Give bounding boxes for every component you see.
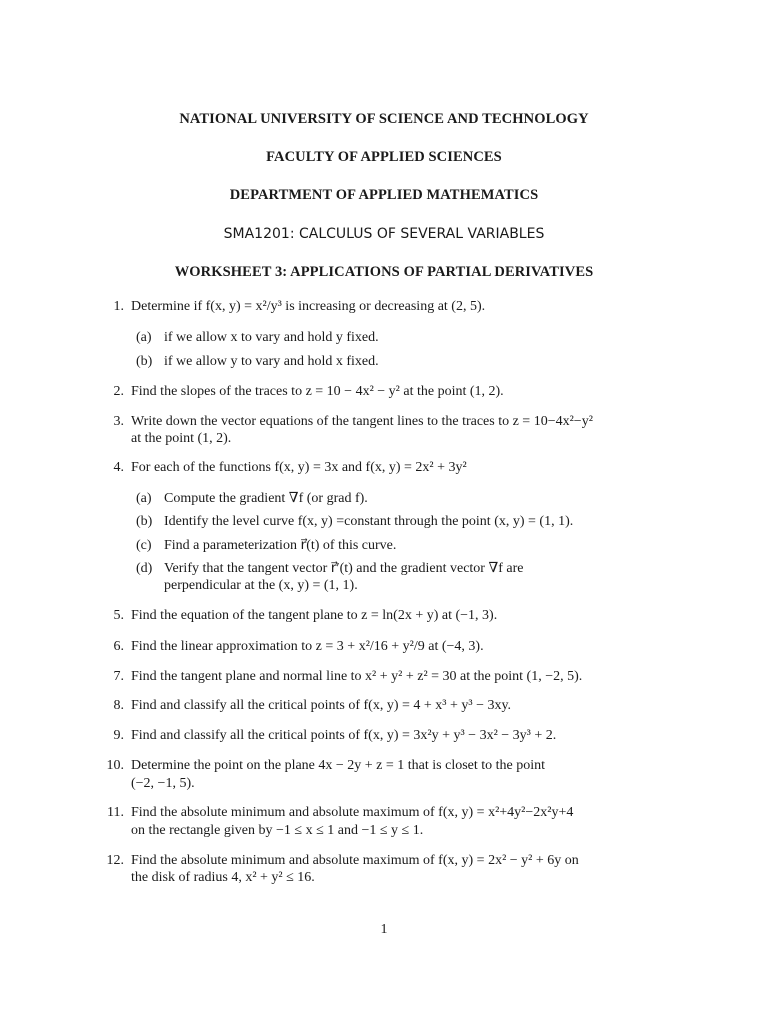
question-number: 7.: [113, 669, 124, 684]
question-number: 5.: [113, 608, 124, 623]
part-label: (b): [136, 514, 153, 529]
question-text-line-2: at the point (1, 2).: [131, 431, 232, 446]
part-text-line-2: perpendicular at the (x, y) = (1, 1).: [164, 578, 358, 593]
question-text-line-2: on the rectangle given by −1 ≤ x ≤ 1 and −1 ≤ y ≤ 1.: [131, 823, 424, 838]
question-text: Find the equation of the tangent plane to z = ln(2x + y) at (−1, 3).: [131, 608, 498, 623]
question-text: Determine if f(x, y) = x²/y³ is increasing or decreasing at (2, 5).: [131, 299, 486, 314]
part-label: (a): [136, 330, 152, 345]
question-text: Write down the vector equations of the tangent lines to the traces to z = 10−4x²−y²: [131, 414, 593, 429]
question-text: Determine the point on the plane 4x − 2y + z = 1 that is closet to the point: [131, 758, 546, 773]
question-text: For each of the functions f(x, y) = 3x and f(x, y) = 2x² + 3y²: [131, 460, 467, 475]
question-number: 1.: [113, 299, 124, 314]
question-text: Find the absolute minimum and absolute maximum of f(x, y) = 2x² − y² + 6y on: [131, 853, 579, 868]
question-text: Find the slopes of the traces to z = 10 − 4x² − y² at the point (1, 2).: [131, 384, 504, 399]
question-number: 11.: [107, 805, 124, 820]
question-number: 3.: [113, 414, 124, 429]
question-text: Find and classify all the critical points of f(x, y) = 3x²y + y³ − 3x² − 3y³ + 2.: [131, 728, 557, 743]
part-label: (b): [136, 354, 153, 369]
question-number: 6.: [113, 639, 124, 654]
page-number: 1: [380, 922, 388, 937]
department-title: DEPARTMENT OF APPLIED MATHEMATICS: [229, 187, 539, 203]
question-text: Find the tangent plane and normal line to x² + y² + z² = 30 at the point (1, −2, 5).: [131, 669, 583, 684]
part-text: Compute the gradient ∇f (or grad f).: [164, 491, 368, 506]
question-number: 8.: [113, 698, 124, 713]
part-text: Verify that the tangent vector r⃗′(t) and the gradient vector ∇f are: [164, 561, 524, 576]
question-number: 9.: [113, 728, 124, 743]
part-text: if we allow y to vary and hold x fixed.: [164, 354, 379, 369]
faculty-title: FACULTY OF APPLIED SCIENCES: [266, 149, 502, 165]
part-label: (a): [136, 491, 152, 506]
course-title: SMA1201: CALCULUS OF SEVERAL VARIABLES: [223, 226, 545, 242]
part-text: Identify the level curve f(x, y) =constant through the point (x, y) = (1, 1).: [164, 514, 574, 529]
question-number: 4.: [113, 460, 124, 475]
question-text: Find and classify all the critical points of f(x, y) = 4 + x³ + y³ − 3xy.: [131, 698, 512, 713]
question-text: Find the linear approximation to z = 3 + x²/16 + y²/9 at (−4, 3).: [131, 639, 484, 654]
university-title: NATIONAL UNIVERSITY OF SCIENCE AND TECHNOLOGY: [179, 111, 589, 127]
question-number: 2.: [113, 384, 124, 399]
part-label: (d): [136, 561, 153, 576]
question-text: Find the absolute minimum and absolute maximum of f(x, y) = x²+4y²−2x²y+4: [131, 805, 574, 820]
part-text: Find a parameterization r⃗(t) of this curve.: [164, 538, 397, 553]
part-label: (c): [136, 538, 152, 553]
question-text-line-2: (−2, −1, 5).: [131, 776, 195, 791]
question-number: 12.: [106, 853, 124, 868]
question-number: 10.: [106, 758, 124, 773]
part-text: if we allow x to vary and hold y fixed.: [164, 330, 379, 345]
question-text-line-2: the disk of radius 4, x² + y² ≤ 16.: [131, 870, 315, 885]
worksheet-title: WORKSHEET 3: APPLICATIONS OF PARTIAL DERIVATIVES: [174, 264, 594, 280]
